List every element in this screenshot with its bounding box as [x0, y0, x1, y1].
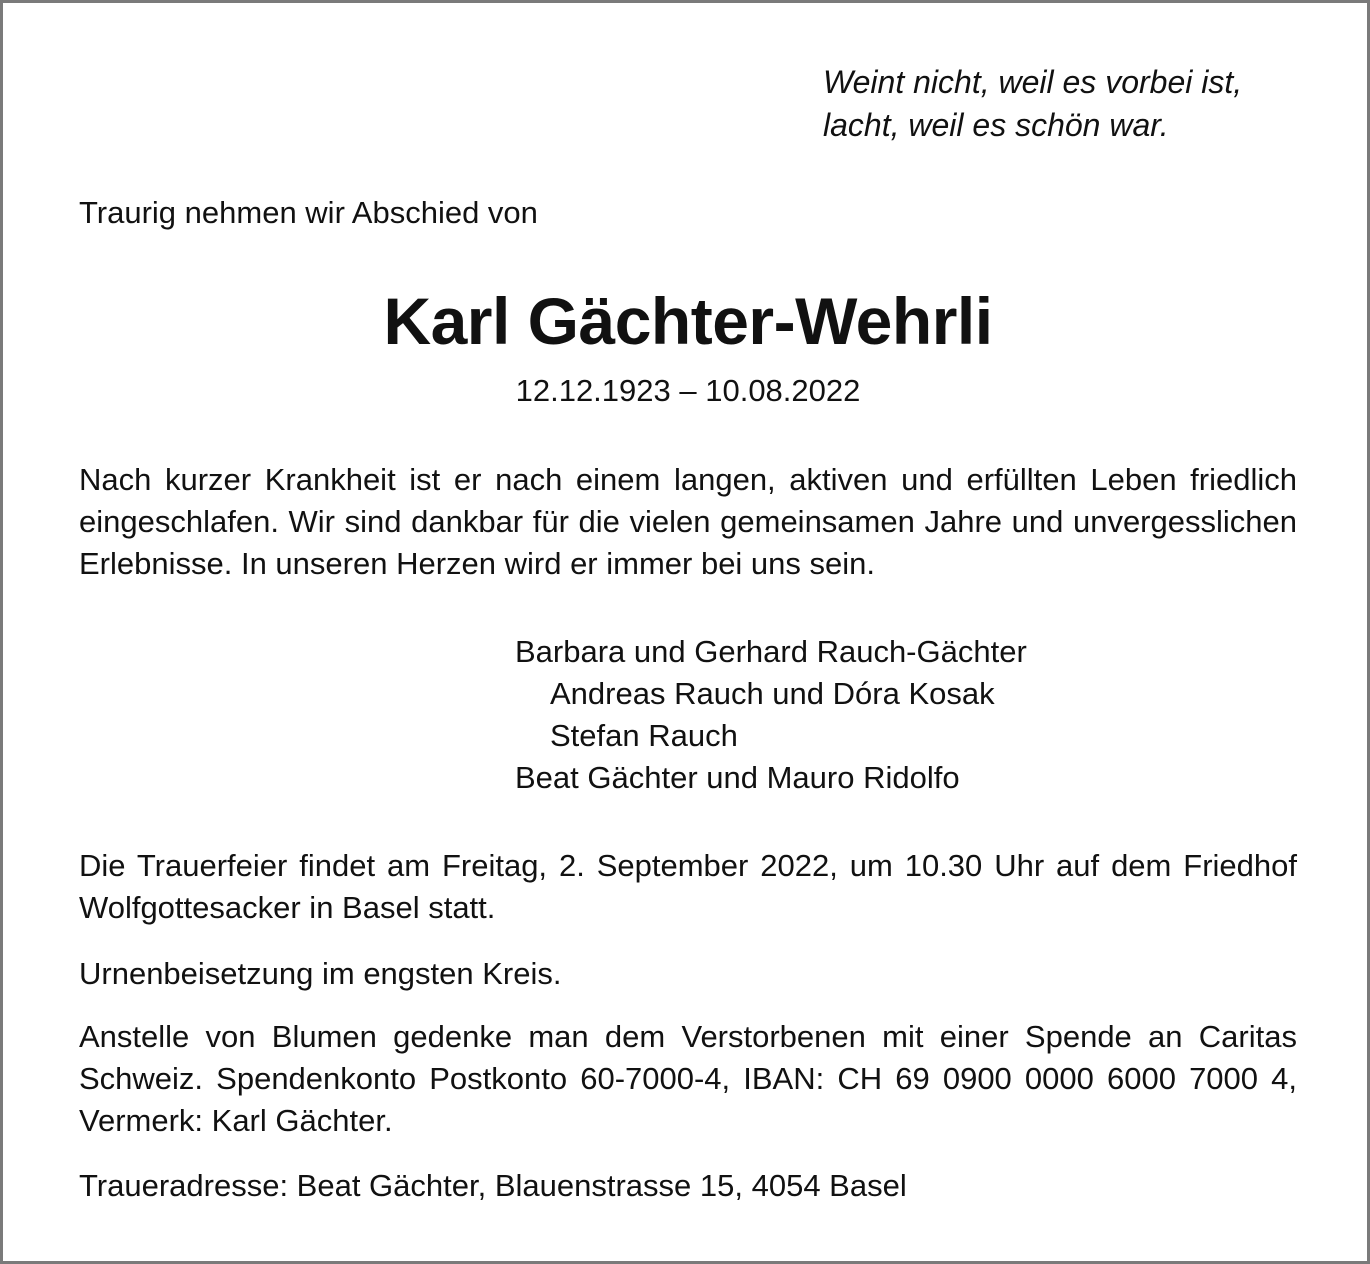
motto-line-2: lacht, weil es schön war.: [823, 107, 1169, 143]
mourner-line: Barbara und Gerhard Rauch-Gächter: [515, 634, 1027, 669]
mourner-line: Beat Gächter und Mauro Ridolfo: [515, 760, 960, 795]
life-dates: 12.12.1923 – 10.08.2022: [515, 373, 861, 408]
main-paragraph: Nach kurzer Krankheit ist er nach einem langen, aktiven und erfüllten Leben friedlich eingeschlafen. Wir sind dankbar für die vielen gemeinsamen Jahre und unvergesslichen Erlebnisse. In unseren Herzen wird er immer bei uns sein.: [79, 462, 1297, 581]
intro-text: Traurig nehmen wir Abschied von: [79, 195, 538, 230]
ceremony-paragraph: Die Trauerfeier findet am Freitag, 2. September 2022, um 10.30 Uhr auf dem Friedhof Wolfgottesacker in Basel statt.: [79, 848, 1297, 925]
mourning-address: Traueradresse: Beat Gächter, Blauenstrasse 15, 4054 Basel: [79, 1168, 907, 1203]
motto-line-1: Weint nicht, weil es vorbei ist,: [823, 64, 1243, 100]
urn-paragraph: Urnenbeisetzung im engsten Kreis.: [79, 956, 562, 991]
deceased-name: Karl Gächter-Wehrli: [383, 284, 993, 358]
mourners-list: [515, 631, 1027, 799]
mourner-line: Andreas Rauch und Dóra Kosak: [550, 676, 995, 711]
motto-quote: [823, 61, 1242, 147]
donation-paragraph: Anstelle von Blumen gedenke man dem Verstorbenen mit einer Spende an Caritas Schweiz. Spendenkonto Postkonto 60-7000-4, IBAN: CH 69 0900 0000 6000 7000 4, Vermerk: Karl Gächter.: [79, 1019, 1297, 1138]
mourner-line: Stefan Rauch: [550, 718, 738, 753]
